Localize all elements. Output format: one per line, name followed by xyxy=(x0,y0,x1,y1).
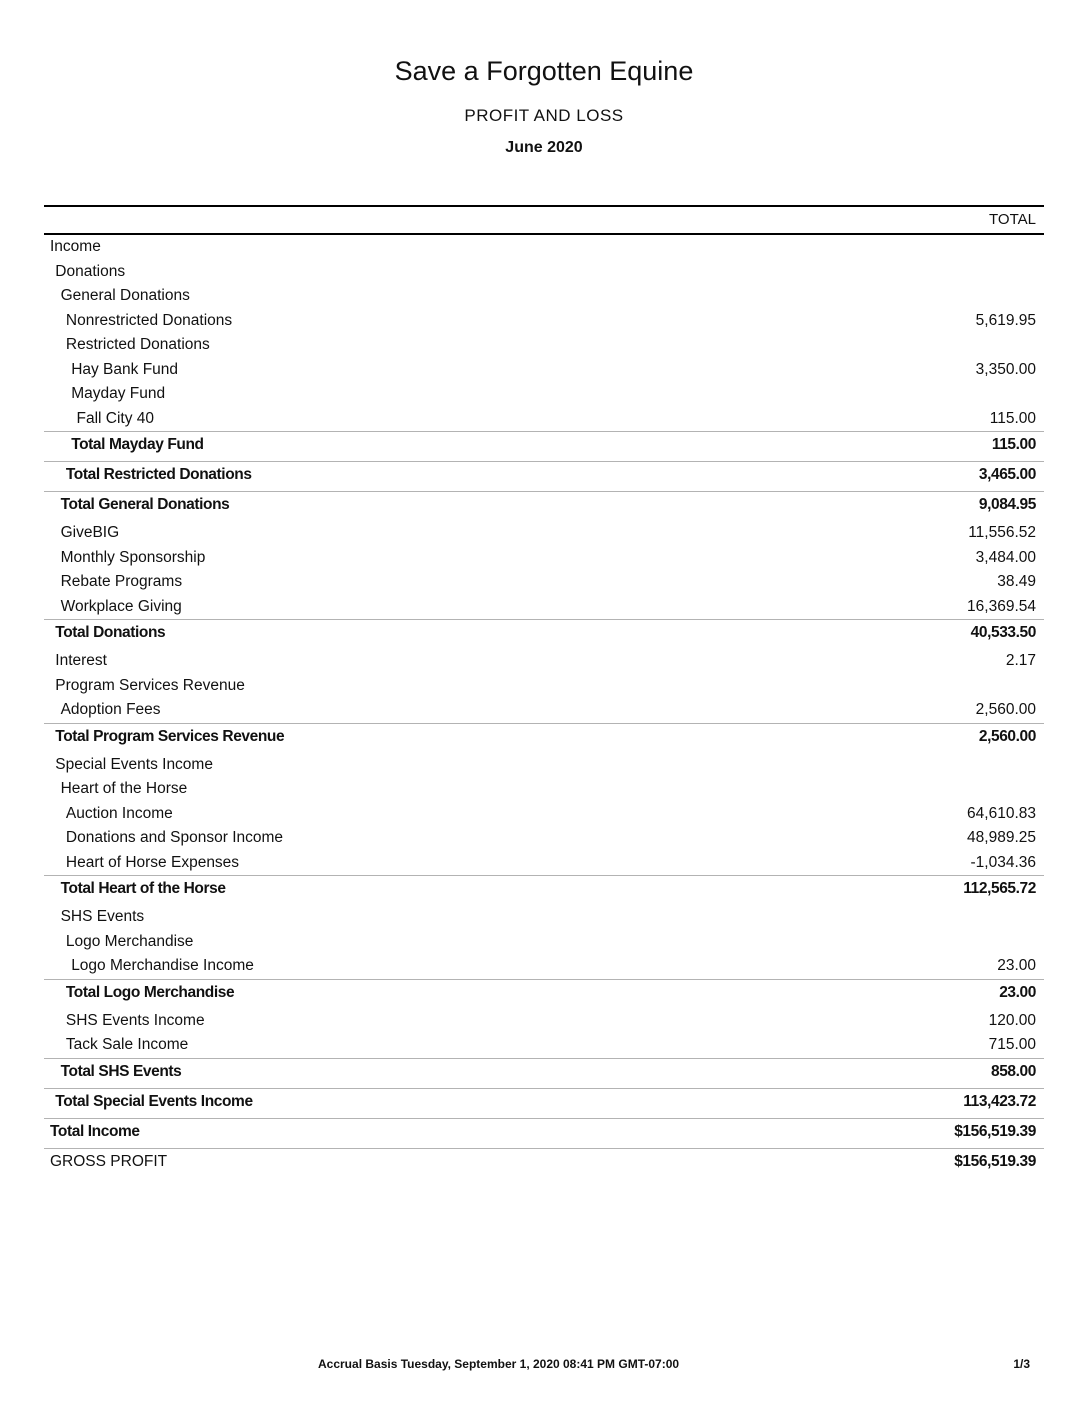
table-row xyxy=(44,260,1044,285)
row-label: GROSS PROFIT xyxy=(50,1152,168,1170)
row-label: Heart of Horse Expenses xyxy=(65,853,240,871)
row-amount: 11,556.52 xyxy=(968,524,1036,541)
table-row xyxy=(44,753,1044,778)
profit-loss-table xyxy=(44,205,1044,1178)
row-label: SHS Events Income xyxy=(65,1011,205,1029)
row-amount: 2.17 xyxy=(1005,652,1036,669)
row-amount: 23.00 xyxy=(999,983,1036,1001)
table-row xyxy=(44,1009,1044,1034)
table-row xyxy=(44,826,1044,851)
table-header xyxy=(44,205,1044,235)
row-amount: 112,565.72 xyxy=(963,880,1036,897)
table-row xyxy=(44,649,1044,674)
row-amount: 40,533.50 xyxy=(970,624,1036,641)
row-amount: 715.00 xyxy=(988,1036,1036,1053)
row-amount: 38.49 xyxy=(997,573,1036,590)
table-row xyxy=(44,777,1044,802)
row-label: Monthly Sponsorship xyxy=(60,548,206,566)
row-label: Special Events Income xyxy=(55,755,213,773)
row-label: Adoption Fees xyxy=(60,701,161,718)
total-row xyxy=(44,619,1044,649)
row-amount: 2,560.00 xyxy=(978,727,1036,745)
row-amount: 16,369.54 xyxy=(967,597,1036,615)
row-amount: $156,519.39 xyxy=(954,1152,1036,1170)
row-label: Fall City 40 xyxy=(76,409,155,427)
page-number: 1/3 xyxy=(1013,1357,1030,1371)
row-label: Mayday Fund xyxy=(71,385,166,402)
table-body xyxy=(44,235,1044,1178)
total-row xyxy=(44,875,1044,905)
row-amount: -1,034.36 xyxy=(970,853,1036,871)
table-row xyxy=(44,930,1044,955)
table-row xyxy=(44,1033,1044,1058)
table-row xyxy=(44,698,1044,723)
table-row xyxy=(44,521,1044,546)
row-label: Total SHS Events xyxy=(60,1062,182,1080)
total-row xyxy=(44,461,1044,491)
row-label: Income xyxy=(50,238,101,255)
row-label: Donations and Sponsor Income xyxy=(65,829,284,846)
row-label: Total Logo Merchandise xyxy=(65,983,235,1001)
total-row xyxy=(44,1058,1044,1088)
row-amount: 115.00 xyxy=(989,409,1036,427)
table-row xyxy=(44,595,1044,620)
company-name: Save a Forgotten Equine xyxy=(394,56,694,86)
report-period: June 2020 xyxy=(505,139,583,156)
row-label: Nonrestricted Donations xyxy=(65,311,233,329)
row-amount: 3,484.00 xyxy=(975,548,1036,566)
row-amount: 48,989.25 xyxy=(967,829,1036,846)
row-label: SHS Events xyxy=(60,908,145,925)
row-label: Total Heart of the Horse xyxy=(60,880,226,897)
table-row xyxy=(44,851,1044,876)
row-amount: 3,350.00 xyxy=(975,360,1036,378)
total-row xyxy=(44,1148,1044,1178)
row-amount: 115.00 xyxy=(991,436,1036,453)
row-label: Total Income xyxy=(50,1122,140,1140)
report-title: PROFIT AND LOSS xyxy=(464,106,624,125)
row-label: Program Services Revenue xyxy=(55,676,245,694)
row-label: Logo Merchandise Income xyxy=(71,957,254,974)
row-label: Total Mayday Fund xyxy=(71,436,204,453)
row-label: Workplace Giving xyxy=(60,597,182,615)
table-row xyxy=(44,407,1044,432)
row-label: Logo Merchandise xyxy=(65,932,194,950)
table-row xyxy=(44,309,1044,334)
total-row xyxy=(44,723,1044,753)
total-row xyxy=(44,979,1044,1009)
total-row xyxy=(44,431,1044,461)
row-amount: 9,084.95 xyxy=(978,496,1036,513)
row-label: Rebate Programs xyxy=(60,573,183,590)
row-amount: 858.00 xyxy=(990,1062,1036,1080)
row-amount: 3,465.00 xyxy=(978,466,1036,483)
table-row xyxy=(44,954,1044,979)
total-row xyxy=(44,1118,1044,1148)
table-row xyxy=(44,333,1044,358)
total-column-header: TOTAL xyxy=(989,211,1036,228)
table-row xyxy=(44,546,1044,571)
table-row xyxy=(44,570,1044,595)
row-label: Total General Donations xyxy=(60,496,230,513)
table-row xyxy=(44,284,1044,309)
row-label: Donations xyxy=(55,262,126,280)
row-amount: $156,519.39 xyxy=(954,1122,1036,1140)
row-label: Auction Income xyxy=(65,804,173,822)
row-label: Heart of the Horse xyxy=(60,780,188,797)
row-label: Total Program Services Revenue xyxy=(55,727,285,745)
report-basis-timestamp: Accrual Basis Tuesday, September 1, 2020 08:41 PM GMT-07:00 xyxy=(318,1357,680,1371)
row-label: Total Donations xyxy=(55,624,166,641)
table-row xyxy=(44,358,1044,383)
table-row xyxy=(44,674,1044,699)
row-amount: 23.00 xyxy=(997,957,1036,974)
table-row xyxy=(44,905,1044,930)
total-row xyxy=(44,491,1044,521)
row-label: Interest xyxy=(55,652,107,669)
row-amount: 2,560.00 xyxy=(975,701,1036,718)
row-amount: 120.00 xyxy=(988,1011,1036,1029)
total-row xyxy=(44,1088,1044,1118)
row-label: Restricted Donations xyxy=(65,336,210,353)
row-amount: 113,423.72 xyxy=(963,1092,1036,1110)
row-label: Hay Bank Fund xyxy=(71,360,179,378)
row-label: General Donations xyxy=(60,287,190,304)
row-label: Total Restricted Donations xyxy=(65,466,252,483)
row-label: GiveBIG xyxy=(60,524,120,541)
row-label: Total Special Events Income xyxy=(55,1092,253,1110)
table-row xyxy=(44,235,1044,260)
table-row xyxy=(44,802,1044,827)
row-label: Tack Sale Income xyxy=(65,1036,189,1053)
row-amount: 64,610.83 xyxy=(967,804,1036,822)
row-amount: 5,619.95 xyxy=(975,311,1036,329)
table-row xyxy=(44,382,1044,407)
